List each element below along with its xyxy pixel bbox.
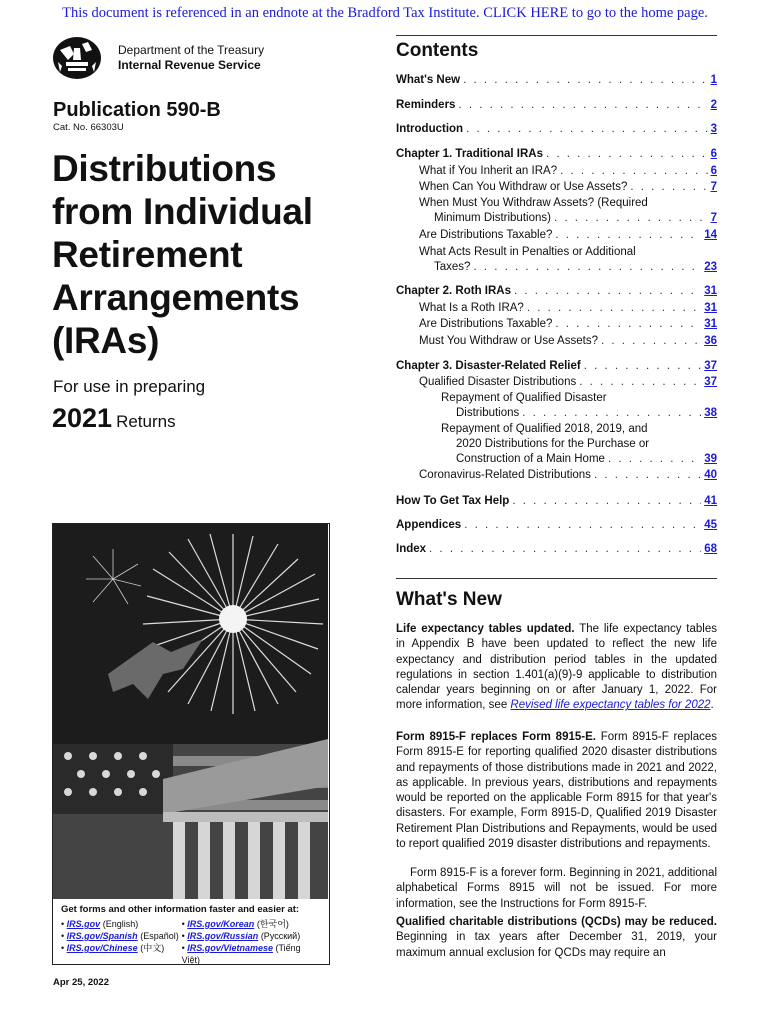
for-use-text: For use in preparing (53, 377, 206, 396)
toc-page-link[interactable]: 31 (704, 302, 717, 314)
toc-page-link[interactable]: 3 (710, 123, 717, 135)
toc-label: What's New (396, 74, 461, 86)
link-language: (Tiếng Việt) (181, 943, 301, 965)
toc-item[interactable] (396, 494, 717, 509)
toc-page-link[interactable]: 36 (704, 335, 717, 347)
toc-label: Appendices (396, 519, 462, 531)
toc-page-link[interactable]: 6 (710, 165, 717, 177)
toc-label: Are Distributions Taxable? (419, 318, 553, 330)
contents-heading: Contents (396, 40, 479, 61)
link-language: (中文) (140, 943, 165, 953)
toc-item[interactable] (396, 73, 717, 88)
irs-eagle-logo-icon (52, 36, 102, 80)
toc-label: How To Get Tax Help (396, 495, 510, 507)
toc-label: Must You Withdraw or Use Assets? (419, 335, 598, 347)
irs-link-chinese (61, 942, 182, 954)
whats-new-heading: What's New (396, 589, 502, 610)
toc-item[interactable] (396, 98, 717, 113)
title-line: Distributions (52, 148, 277, 189)
toc-label: Taxes? (434, 261, 471, 273)
revision-date: Apr 25, 2022 (53, 977, 109, 988)
bullet: • (61, 943, 65, 953)
forms-info-box (53, 900, 328, 963)
toc-label: Coronavirus-Related Distributions (419, 469, 591, 481)
fireworks-capitol-illustration (53, 524, 328, 899)
punctuation: . (710, 699, 714, 712)
toc-label: Distributions (456, 407, 520, 419)
irs-gov-vietnamese-link[interactable]: IRS.gov/Vietnamese (187, 943, 273, 953)
paragraph-heading: Qualified charitable distributions (QCDs) may be reduced. (396, 916, 717, 928)
toc-item[interactable] (396, 147, 717, 162)
agency-name (118, 43, 264, 73)
agency-line-2: Internal Revenue Service (118, 58, 261, 72)
paragraph-heading: Form 8915-F replaces Form 8915-E. (396, 731, 596, 743)
toc-item[interactable] (456, 406, 717, 421)
paragraph (396, 866, 717, 912)
bullet: • (181, 943, 185, 953)
toc-label: Introduction (396, 123, 464, 135)
returns-label: Returns (116, 412, 176, 431)
cover-image (52, 523, 330, 965)
paragraph-heading: Life expectancy tables updated. (396, 623, 575, 635)
toc-page-link[interactable]: 31 (704, 318, 717, 330)
toc-page-link[interactable]: 41 (704, 495, 717, 507)
link-language: (Español) (140, 931, 179, 941)
toc-item[interactable] (396, 518, 717, 533)
bullet: • (61, 919, 65, 929)
toc-label: Construction of a Main Home (456, 453, 605, 465)
toc-page-link[interactable]: 68 (704, 543, 717, 555)
paragraph-text: Form 8915-F replaces Form 8915-E for reporting qualified 2020 disaster distributions and repayments of those distributions made in 2021 and 2022, as applicable. In previous years, distributions and repayments would be reported on the applicable Form 8915 for that year's disasters. For example, Form 8915-D, Qualified 2019 Disaster Retirement Plan Distributions and Repayments, would be used to report qualified 2019 disaster distributions and repayments. (396, 731, 718, 851)
bullet: • (181, 919, 185, 929)
paragraph (396, 915, 717, 961)
irs-link-korean (182, 918, 320, 930)
bullet: • (181, 931, 185, 941)
toc-label: Chapter 3. Disaster-Related Relief (396, 360, 581, 372)
divider (396, 578, 717, 579)
link-language: (English) (102, 919, 139, 929)
link-language: (한국어) (256, 919, 289, 929)
toc-page-link[interactable]: 14 (704, 229, 717, 241)
paragraph-text: The life expectancy tables in Appendix B have been updated to reflect the new life expectancy and distribution period tables in the updated regulations in section 1.401(a)(9)-9 applicable to distribution calendar years beginning on or after January 1, 2022. For more information, see (396, 623, 717, 712)
toc-label: Minimum Distributions) (434, 212, 551, 224)
toc-label: Chapter 1. Traditional IRAs (396, 148, 543, 160)
toc-item[interactable] (419, 375, 717, 390)
paragraph-text: Form 8915-F is a forever form. Beginning in 2021, additional alphabetical Forms 8915 will not be issued. For more information, see the Instructions for Form 8915-F. (396, 867, 717, 910)
toc-item[interactable] (419, 180, 717, 195)
toc-label: 2020 Distributions for the Purchase or (456, 438, 650, 450)
link-language: (Pусский) (260, 931, 301, 941)
toc-label: Reminders (396, 99, 456, 111)
year-number: 2021 (52, 403, 113, 433)
paragraph (396, 730, 717, 852)
toc-item[interactable] (419, 317, 717, 332)
title-line: from Individual (52, 191, 313, 232)
toc-item[interactable] (419, 228, 717, 243)
toc-label: Repayment of Qualified 2018, 2019, and (441, 423, 648, 435)
toc-item[interactable] (419, 334, 717, 349)
toc-item[interactable] (434, 211, 717, 226)
toc-item[interactable] (419, 164, 717, 179)
toc-page-link[interactable]: 7 (710, 212, 717, 224)
toc-label: When Must You Withdraw Assets? (Required (419, 197, 648, 209)
toc-item[interactable] (396, 284, 717, 299)
toc-item[interactable] (396, 359, 717, 374)
irs-gov-chinese-link[interactable]: IRS.gov/Chinese (66, 943, 138, 953)
tax-year (52, 403, 176, 434)
toc-item[interactable] (456, 452, 717, 467)
bullet: • (61, 931, 65, 941)
toc-label: Are Distributions Taxable? (419, 229, 553, 241)
toc-item[interactable] (396, 542, 717, 557)
toc-item[interactable] (419, 468, 717, 483)
irs-gov-korean-link[interactable]: IRS.gov/Korean (187, 919, 255, 929)
irs-link-russian (182, 930, 320, 942)
toc-label: Index (396, 543, 427, 555)
toc-item[interactable] (434, 260, 717, 275)
toc-page-link[interactable]: 7 (710, 181, 717, 193)
toc-page-link[interactable]: 45 (704, 519, 717, 531)
irs-link-spanish (61, 930, 182, 942)
life-expectancy-tables-link[interactable]: Revised life expectancy tables for 2022 (510, 699, 711, 712)
toc-page-link[interactable]: 1 (710, 74, 717, 86)
irs-link-vietnamese (182, 942, 320, 966)
paragraph-text: Beginning in tax years after December 31, 2019, your maximum annual exclusion for QCDs may require an (396, 931, 717, 959)
toc-page-link[interactable]: 23 (704, 261, 717, 273)
publication-title (52, 147, 382, 362)
toc-page-link[interactable]: 6 (710, 148, 717, 160)
title-line: Retirement (52, 234, 243, 275)
publication-number: Publication 590-B (53, 99, 221, 121)
irs-gov-link[interactable]: IRS.gov (66, 919, 101, 929)
toc-item[interactable] (396, 122, 717, 137)
paragraph (396, 622, 717, 714)
toc-label: What if You Inherit an IRA? (419, 165, 558, 177)
toc-page-link[interactable]: 31 (704, 285, 717, 297)
toc-label: When Can You Withdraw or Use Assets? (419, 181, 628, 193)
toc-page-link[interactable]: 2 (710, 99, 717, 111)
toc-label: What Is a Roth IRA? (419, 302, 524, 314)
toc-page-link[interactable]: 38 (704, 407, 717, 419)
title-line: (IRAs) (52, 320, 160, 361)
agency-line-1: Department of the Treasury (118, 43, 265, 57)
toc-page-link[interactable]: 39 (704, 453, 717, 465)
toc-label: Repayment of Qualified Disaster (441, 392, 607, 404)
toc-page-link[interactable]: 37 (704, 360, 717, 372)
toc-label: Qualified Disaster Distributions (419, 376, 577, 388)
title-line: Arrangements (52, 277, 300, 318)
irs-gov-spanish-link[interactable]: IRS.gov/Spanish (66, 931, 138, 941)
divider (396, 35, 717, 36)
home-page-link[interactable]: This document is referenced in an endnote at the Bradford Tax Institute. CLICK HERE to go to the home page. (62, 5, 708, 21)
irs-link-english (61, 918, 182, 930)
toc-label: Chapter 2. Roth IRAs (396, 285, 512, 297)
toc-page-link[interactable]: 40 (704, 469, 717, 481)
irs-gov-russian-link[interactable]: IRS.gov/Russian (187, 931, 259, 941)
catalog-number: Cat. No. 66303U (53, 122, 124, 133)
toc-item[interactable] (419, 301, 717, 316)
forms-info-heading: Get forms and other information faster and easier at: (61, 904, 300, 915)
toc-page-link[interactable]: 37 (704, 376, 717, 388)
toc-label: What Acts Result in Penalties or Additional (419, 246, 636, 258)
